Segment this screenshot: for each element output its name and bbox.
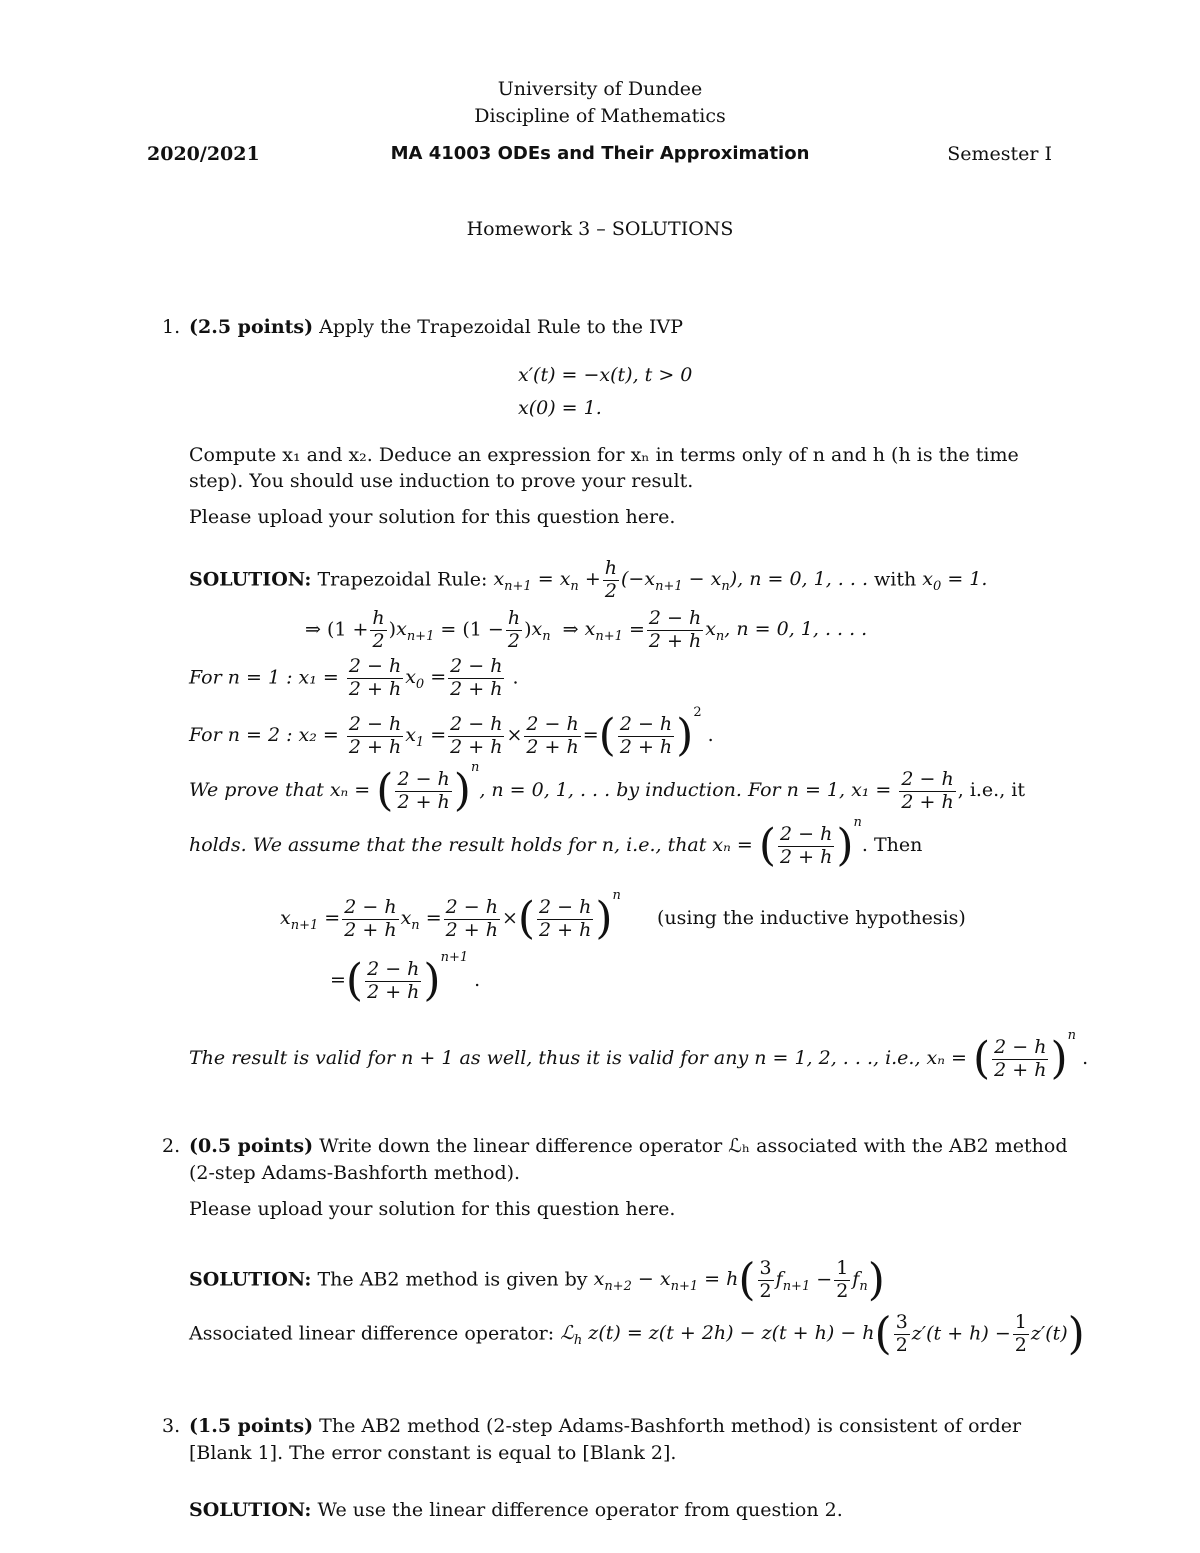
q2-operator-line: Associated linear difference operator: ℒ$_h$ z(t) = z(t + 2h) − z(t + h) − h( $\frac{3}{2}$ z′(t + h) − $\frac{1}{2}$ z′(t)): [189, 1308, 1085, 1360]
academic-year: 2020/2021: [147, 143, 260, 165]
q1-ivp-ode: x′(t) = −x(t), t > 0: [518, 364, 693, 386]
trapezoidal-formula: $x_{n+1} = x_n$ + $\frac{h}{2}$ $(-x_{n+1} - x_n)$, n = 0, 1, . . .: [493, 557, 875, 602]
holds-text: holds. We assume that the result holds for n, i.e., that xₙ =: [189, 834, 753, 856]
holds-end: . Then: [861, 834, 923, 856]
q3-solution-line: [189, 1499, 843, 1521]
prove-mid: , n = 0, 1, . . . by induction. For n = 1, x₁ =: [479, 779, 892, 801]
with-text: with: [874, 568, 917, 591]
q3-prompt: The AB2 method (2-step Adams-Bashforth method) is consistent of order: [319, 1415, 1022, 1437]
induction-hypothesis-line: holds. We assume that the result holds for n, i.e., that xₙ = ( $\frac{2 - h}{2 + h}$ )$^n$. Then: [189, 815, 923, 871]
q3-prompt-line1: [189, 1415, 1021, 1437]
homework-title: Homework 3 – SOLUTIONS: [466, 218, 734, 240]
induction-step-line1: $x_{n+1}$ = $\frac{2 - h}{2 + h}$ $x_n$ = $\frac{2 - h}{2 + h}$ ×( $\frac{2 - h}{2 + h}$ )$^n$ (using the inductive hypothesis): [280, 888, 966, 944]
using-hypothesis: (using the inductive hypothesis): [656, 907, 966, 929]
q1-upload-instruction: Please upload your solution for this question here.: [189, 506, 676, 528]
q2-solution-line: SOLUTION: The AB2 method is given by $x_{n+2} - x_{n+1} = h$( $\frac{3}{2}$ $f_{n+1}$ − $\frac{1}{2}$ $f_n$): [189, 1254, 885, 1306]
q2-assoc-text: Associated linear difference operator:: [189, 1322, 555, 1345]
for-n1-label: For n = 1 : x₁ =: [189, 666, 339, 689]
q2-points: (0.5 points): [189, 1135, 314, 1157]
q1-task-line1: Compute x₁ and x₂. Deduce an expression for xₙ in terms only of n and h (h is the time: [189, 444, 1019, 466]
q2-solution-text: The AB2 method is given by: [317, 1268, 588, 1291]
for-n2-label: For n = 2 : x₂ =: [189, 724, 339, 746]
semester: Semester I: [947, 143, 1052, 165]
q1-solution-rule-line: SOLUTION: Trapezoidal Rule: $x_{n+1} = x_n$ + $\frac{h}{2}$ $(-x_{n+1} - x_n)$, n = 0, 1, . . . with $x_0 = 1$.: [189, 557, 988, 602]
q2-upload-instruction: Please upload your solution for this question here.: [189, 1198, 676, 1220]
q1-number: 1.: [162, 316, 181, 338]
university-name: University of Dundee: [497, 78, 703, 100]
rearranged-formula: ⇒ (1 + $\frac{h}{2}$ )$x_{n+1} = (1$ − $\frac{h}{2}$ )$x_n$ ⇒ $x_{n+1}$ = $\frac{2 - h}{2 + h}$ $x_n$, n = 0, 1, . . . .: [305, 607, 868, 652]
q3-solution-label: SOLUTION:: [189, 1499, 312, 1521]
q1-solution-label: SOLUTION:: [189, 568, 312, 591]
q1-task-line2: step). You should use induction to prove your result.: [189, 470, 694, 492]
q3-number: 3.: [162, 1415, 181, 1437]
q1-solution-rule: Trapezoidal Rule:: [317, 568, 488, 591]
valid-text: The result is valid for n + 1 as well, thus it is valid for any n = 1, 2, . . ., i.e., xₙ =: [189, 1047, 967, 1069]
q1-points: (2.5 points): [189, 316, 314, 338]
conclusion-line: The result is valid for n + 1 as well, thus it is valid for any n = 1, 2, . . ., i.e., xₙ = ( $\frac{2 - h}{2 + h}$ )$^n$ .: [189, 1028, 1089, 1084]
discipline-name: Discipline of Mathematics: [474, 105, 726, 127]
for-n1-line: For n = 1 : x₁ = $\frac{2 - h}{2 + h}$ $x_0$ = $\frac{2 - h}{2 + h}$ .: [189, 655, 519, 700]
q3-solution-text: We use the linear difference operator from question 2.: [317, 1499, 843, 1521]
q1-prompt: Apply the Trapezoidal Rule to the IVP: [319, 316, 684, 338]
induction-claim-line: We prove that xₙ = ( $\frac{2 - h}{2 + h}$ )$^n$, n = 0, 1, . . . by induction. For n = 1, x₁ = $\frac{2 - h}{2 + h}$ , i.e., it: [189, 760, 1026, 816]
prove-end: , i.e., it: [957, 779, 1026, 801]
q3-points: (1.5 points): [189, 1415, 314, 1437]
q1-ivp-initial: x(0) = 1.: [518, 397, 602, 419]
q3-prompt-line2: [Blank 1]. The error constant is equal to [Blank 2].: [189, 1442, 677, 1464]
prove-text: We prove that xₙ =: [189, 779, 371, 801]
course-title: MA 41003 ODEs and Their Approximation: [390, 143, 810, 164]
q2-prompt-line1: [189, 1135, 1068, 1157]
for-n2-line: For n = 2 : x₂ = $\frac{2 - h}{2 + h}$ $x_1$ = $\frac{2 - h}{2 + h}$ × $\frac{2 - h}{2 + h}$ =( $\frac{2 - h}{2 + h}$ )$^2$ .: [189, 705, 714, 761]
q2-prompt: Write down the linear difference operator ℒₕ associated with the AB2 method: [319, 1135, 1068, 1157]
q2-number: 2.: [162, 1135, 181, 1157]
q1-prompt-line: [189, 316, 683, 338]
q2-prompt-line2: (2-step Adams-Bashforth method).: [189, 1162, 521, 1184]
induction-step-line2: =( $\frac{2 - h}{2 + h}$ )$^{n+1}$ .: [330, 950, 481, 1006]
q2-solution-label: SOLUTION:: [189, 1268, 312, 1291]
